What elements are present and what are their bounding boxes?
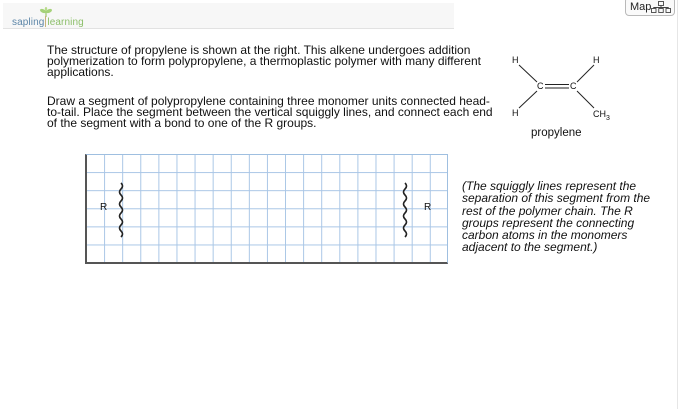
question-instructions: Draw a segment of polypropylene containing three monomer units connected head-to-tail. Place the segment between the vertical squiggly lines, and connect each end of the segment with a bond to one of the R groups. xyxy=(47,94,493,130)
left-squiggly-line-icon xyxy=(118,182,126,238)
question-intro: The structure of propylene is shown at the right. This alkene undergoes addition polymerization to form polypropylene, a thermoplastic polymer with many different applications. xyxy=(47,43,481,79)
drawing-canvas[interactable] xyxy=(85,154,448,264)
left-r-group[interactable]: R xyxy=(100,202,108,213)
hydrogen-atom: H xyxy=(512,108,519,118)
molecule-name: propylene xyxy=(531,127,582,139)
sitemap-icon xyxy=(651,1,671,13)
map-button-label: Map xyxy=(630,1,652,13)
right-squiggly-line-icon xyxy=(402,182,410,238)
map-button[interactable] xyxy=(625,0,675,16)
sapling-learning-logo[interactable]: sapling learning xyxy=(12,17,84,28)
methyl-group: $CH_3$ xyxy=(593,109,610,122)
carbon-atom: C xyxy=(570,81,577,91)
logo-divider xyxy=(45,16,46,27)
squiggly-line-note: (The squiggly lines represent the separation of this segment from the rest of the polymer chain. The R groups represent the connecting carbon atoms in the monomers adjacent to the segment.) xyxy=(462,179,651,255)
header-bar xyxy=(3,3,454,29)
hydrogen-atom: H xyxy=(512,55,519,65)
right-r-group[interactable]: R xyxy=(424,202,432,213)
carbon-atom: C xyxy=(537,81,544,91)
hydrogen-atom: H xyxy=(593,55,600,65)
